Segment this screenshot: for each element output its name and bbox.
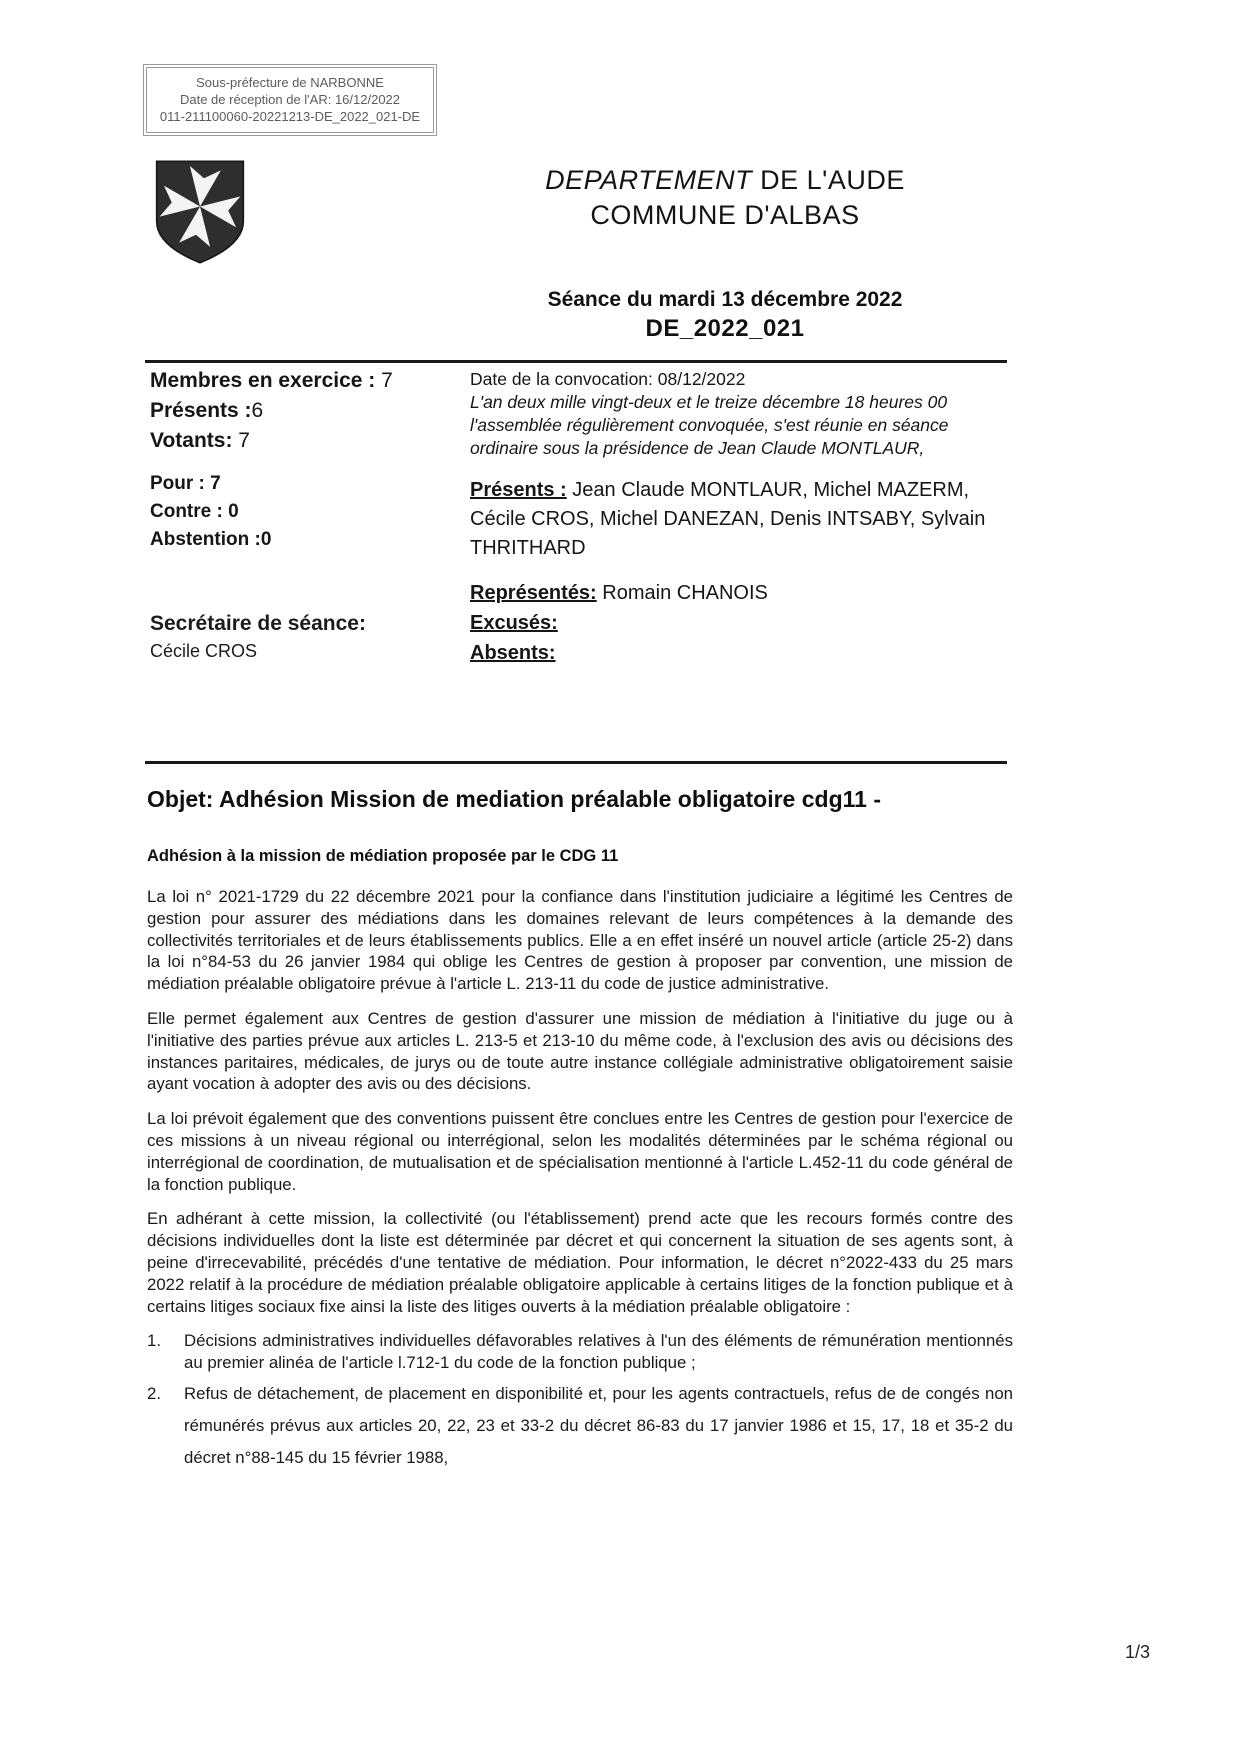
pour-count: Pour : 7 <box>150 473 221 494</box>
session-reference: DE_2022_021 <box>645 315 805 342</box>
session-heading <box>435 287 1015 345</box>
department-title-italic: DEPARTEMENT <box>545 165 753 195</box>
maltese-cross-shield-icon <box>154 158 246 266</box>
presents-count: Présents :6 <box>150 399 264 422</box>
body-paragraph: Elle permet également aux Centres de gestion d'assurer une mission de médiation à l'initiative du juge ou à l'initiative des parties prévue aux articles L. 213-5 et 213-10 du même code, à l'exclusion des avis ou décisions des instances paritaires, médicales, de jurys ou de toute autre instance collégiale administrative obligatoirement saisie ayant vocation à adopter des avis ou des décisions. <box>147 1008 1013 1094</box>
votants-count: Votants: 7 <box>150 429 250 452</box>
department-title <box>440 163 1010 198</box>
list-item-text: Refus de détachement, de placement en disponibilité et, pour les agents contractuels, refus de de congés non rémunérés prévus aux articles 20, 22, 23 et 33-2 du décret 86-83 du 17 janvier 1986 et 15, 17, 18 et 35-2 du décret n°88-145 du 15 février 1988, <box>184 1383 1013 1467</box>
stamp-reference-line: 011-211100060-20221213-DE_2022_021-DE <box>159 109 421 124</box>
abstention-count: Abstention :0 <box>150 529 272 550</box>
page-number: 1/3 <box>1125 1642 1151 1662</box>
excuses-line: Excusés: <box>470 612 558 634</box>
stamp-date-line: Date de réception de l'AR: 16/12/2022 <box>179 92 401 107</box>
convocation-date: Date de la convocation: 08/12/2022 <box>470 369 746 389</box>
objet-subtitle: Adhésion à la mission de médiation proposée par le CDG 11 <box>147 847 619 865</box>
representes-line: Représentés: Romain CHANOIS <box>470 582 768 604</box>
body-paragraph: En adhérant à cette mission, la collectivité (ou l'établissement) prend acte que les recours formés contre des décisions individuelles dont la liste est déterminée par décret et qui concernent la situation de ses agents sont, à peine d'irrecevabilité, précédés d'une tentative de médiation. Pour information, le décret n°2022-433 du 25 mars 2022 relatif à la procédure de médiation préalable obligatoire applicable à certains litiges de la fonction publique et à certains litiges sociaux fixe ainsi la liste des litiges ouverts à la médiation préalable obligatoire : <box>147 1209 1013 1316</box>
objet-heading: Objet: Adhésion Mission de mediation préalable obligatoire cdg11 - <box>147 786 881 812</box>
deliberation-body <box>147 886 1013 1478</box>
absents-line: Absents: <box>470 642 556 664</box>
attendance-summary-panel <box>150 366 462 664</box>
list-item <box>147 1330 1013 1374</box>
contre-count: Contre : 0 <box>150 501 239 522</box>
list-item-number: 1. <box>147 1331 161 1351</box>
list-item-number: 2. <box>147 1383 161 1403</box>
session-details-panel <box>470 368 1015 668</box>
commune-title: COMMUNE D'ALBAS <box>590 200 860 230</box>
body-paragraph: La loi n° 2021-1729 du 22 décembre 2021 pour la confiance dans l'institution judiciaire a légitimé les Centres de gestion pour assurer des médiations dans les domaines relevant de leurs compétences à la demande des collectivités territoriales et de leurs établissements publics. Elle a en effet inséré un nouvel article (article 25-2) dans la loi n°84-53 du 26 janvier 1984 qui oblige les Centres de gestion à proposer par convention, une mission de médiation préalable obligatoire prévue à l'article L. 213-11 du code de justice administrative. <box>147 887 1013 994</box>
horizontal-divider-top <box>145 360 1007 363</box>
reception-stamp <box>143 64 437 136</box>
horizontal-divider-middle <box>145 761 1007 764</box>
secretary-label: Secrétaire de séance: <box>150 612 366 635</box>
membres-count: Membres en exercice : 7 <box>150 369 393 392</box>
list-item-text: Décisions administratives individuelles défavorables relatives à l'un des éléments de rémunération mentionnés au premier alinéa de l'article l.712-1 du code de la fonction publique ; <box>184 1331 1013 1373</box>
body-paragraph: La loi prévoit également que des conventions puissent être conclues entre les Centres de gestion pour l'exercice de ces missions à un niveau régional ou interrégional, selon les modalités déterminées par le schéma régional ou interrégional de coordination, de mutualisation et de spécialisation mentionné à l'article L.452-11 du code général de la fonction publique. <box>147 1109 1013 1194</box>
session-title: Séance du mardi 13 décembre 2022 <box>547 288 903 311</box>
litiges-numbered-list <box>147 1330 1013 1474</box>
convocation-text: L'an deux mille vingt-deux et le treize décembre 18 heures 00 l'assemblée régulièrement convoquée, s'est réunie en séance ordinaire sous la présidence de Jean Claude MONTLAUR, <box>470 392 949 458</box>
header-titles <box>440 163 1010 233</box>
department-title-rest: DE L'AUDE <box>752 165 905 195</box>
secretary-name: Cécile CROS <box>150 641 258 661</box>
stamp-prefecture-line: Sous-préfecture de NARBONNE <box>196 75 384 90</box>
list-item <box>147 1378 1013 1474</box>
presents-list: Présents : Jean Claude MONTLAUR, Michel MAZERM, Cécile CROS, Michel DANEZAN, Denis INTSABY, Sylvain THRITHARD <box>470 479 986 559</box>
